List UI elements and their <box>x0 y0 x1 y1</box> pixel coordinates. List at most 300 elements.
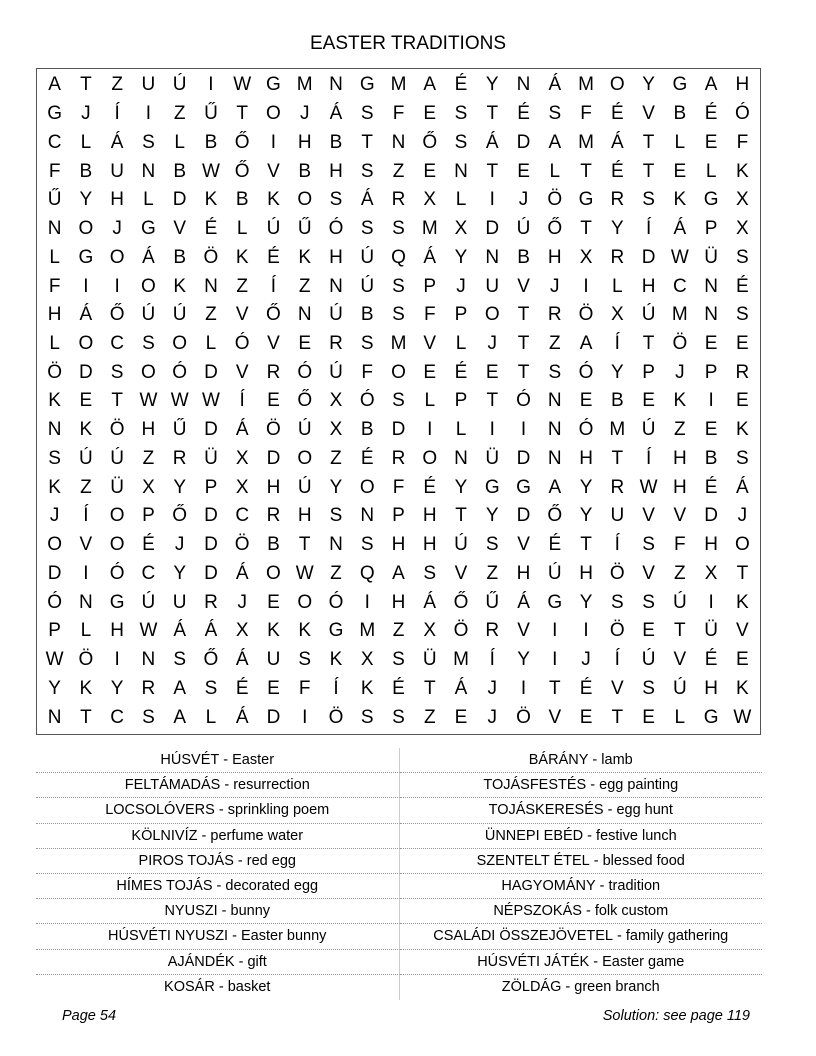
word-entry <box>36 874 400 899</box>
grid-letter: T <box>236 103 248 125</box>
word-separator: - <box>212 878 226 895</box>
grid-letter: Á <box>423 591 437 613</box>
word-entry <box>36 899 400 924</box>
grid-letter: I <box>83 562 89 584</box>
word-hungarian: KOSÁR <box>164 979 215 996</box>
grid-letter: Ú <box>547 562 562 584</box>
grid-letter: O <box>266 103 281 125</box>
grid-letter: Ó <box>109 562 125 584</box>
grid-letter: S <box>485 534 499 556</box>
grid-letter: H <box>391 591 406 613</box>
grid-letter: Í <box>614 649 620 671</box>
grid-letter: T <box>642 333 655 355</box>
grid-letter: Y <box>79 189 93 211</box>
grid-letter: K <box>673 390 687 412</box>
grid-letter: S <box>329 189 343 211</box>
grid-letter: U <box>266 649 281 671</box>
grid-letter: M <box>578 131 594 153</box>
grid-letter: F <box>392 103 405 125</box>
word-english: family gathering <box>625 928 729 945</box>
grid-letter: I <box>114 649 120 671</box>
grid-letter: J <box>675 361 685 383</box>
grid-letter: Y <box>329 476 343 498</box>
grid-letter: Y <box>173 476 186 498</box>
word-list-row <box>36 748 762 773</box>
word-english: Easter bunny <box>240 928 327 945</box>
word-separator: - <box>588 752 602 769</box>
grid-letter: F <box>674 534 686 556</box>
word-english: decorated egg <box>225 878 319 895</box>
grid-letter: M <box>390 74 407 96</box>
grid-letter: Ő <box>109 304 125 326</box>
word-hungarian: SZENTELT ÉTEL <box>476 852 590 869</box>
grid-letter: M <box>390 333 407 355</box>
word-english: egg painting <box>599 777 679 794</box>
grid-letter: P <box>454 390 468 412</box>
word-entry <box>36 773 400 798</box>
grid-letter: E <box>736 390 749 412</box>
grid-letter: K <box>736 591 749 613</box>
grid-letter: I <box>114 275 120 297</box>
word-entry <box>36 950 400 975</box>
grid-letter: J <box>581 649 591 671</box>
grid-letter: C <box>47 131 62 153</box>
grid-letter: Ö <box>453 620 469 642</box>
grid-letter: M <box>421 218 438 240</box>
grid-letter: S <box>360 706 374 728</box>
grid-letter: Á <box>204 620 218 642</box>
grid-letter: Á <box>360 189 374 211</box>
grid-letter: Ú <box>141 591 156 613</box>
grid-letter: É <box>517 103 530 125</box>
grid-letter: X <box>235 447 249 469</box>
grid-letter: S <box>392 275 405 297</box>
grid-letter: Y <box>485 505 499 527</box>
grid-letter: S <box>360 333 374 355</box>
grid-letter: H <box>579 447 593 469</box>
grid-letter: V <box>173 218 186 240</box>
grid-letter: T <box>580 160 592 182</box>
grid-letter: S <box>360 103 374 125</box>
grid-letter: F <box>298 677 311 699</box>
grid-letter: L <box>674 131 686 153</box>
word-hungarian: HÍMES TOJÁS <box>116 878 213 895</box>
grid-letter: H <box>422 534 437 556</box>
grid-letter: N <box>454 160 468 182</box>
grid-letter: N <box>297 304 312 326</box>
grid-letter: Á <box>517 591 530 613</box>
grid-letter: S <box>392 649 405 671</box>
grid-letter: Ú <box>672 591 687 613</box>
grid-letter: R <box>547 304 562 326</box>
grid-letter: Á <box>235 706 249 728</box>
grid-letter: Ő <box>203 649 219 671</box>
grid-letter: Y <box>48 677 61 699</box>
grid-letter: L <box>205 333 217 355</box>
grid-letter: X <box>736 189 749 211</box>
grid-letter: I <box>708 591 714 613</box>
grid-letter: H <box>391 534 406 556</box>
grid-letter: J <box>487 706 498 728</box>
grid-letter: Ó <box>297 361 313 383</box>
puzzle-title: EASTER TRADITIONS <box>309 33 506 54</box>
grid-letter: K <box>48 390 61 412</box>
grid-letter: E <box>704 419 718 441</box>
grid-letter: X <box>579 246 593 268</box>
grid-letter: I <box>520 419 527 441</box>
grid-letter: V <box>673 649 687 671</box>
grid-letter: B <box>267 534 280 556</box>
grid-letter: V <box>517 620 530 642</box>
grid-letter: T <box>674 620 686 642</box>
word-entry <box>36 924 400 949</box>
grid-letter: U <box>485 275 500 297</box>
grid-letter: Á <box>235 419 249 441</box>
grid-letter: D <box>47 562 62 584</box>
grid-letter: R <box>172 447 187 469</box>
grid-letter: O <box>141 275 156 297</box>
grid-letter: X <box>454 218 468 240</box>
word-entry <box>400 849 763 874</box>
grid-letter: Ő <box>547 218 563 240</box>
grid-letter: Y <box>173 562 186 584</box>
grid-letter: Z <box>236 275 248 297</box>
grid-letter: S <box>610 591 624 613</box>
grid-letter: S <box>204 677 218 699</box>
word-hungarian: FELTÁMADÁS <box>124 777 221 794</box>
word-english: resurrection <box>233 777 310 794</box>
grid-letter: I <box>427 419 433 441</box>
grid-letter: G <box>47 103 63 125</box>
grid-letter: T <box>580 534 592 556</box>
grid-letter: Ó <box>516 390 531 412</box>
grid-letter: N <box>485 246 500 268</box>
grid-letter: F <box>48 160 61 182</box>
grid-letter: A <box>579 333 593 355</box>
grid-letter: Á <box>79 304 93 326</box>
grid-letter: O <box>297 189 313 211</box>
grid-letter: C <box>141 562 156 584</box>
grid-letter: Ö <box>578 304 594 326</box>
grid-letter: S <box>642 534 655 556</box>
grid-letter: P <box>454 304 468 326</box>
grid-letter: Ö <box>47 361 63 383</box>
grid-letter: N <box>516 74 531 96</box>
grid-letter: A <box>548 476 562 498</box>
grid-letter: Z <box>674 419 686 441</box>
solution-reference: Solution: see page 119 <box>602 1008 750 1024</box>
word-list <box>36 748 762 1000</box>
grid-letter: B <box>173 160 186 182</box>
word-list-row <box>36 899 762 924</box>
grid-letter: G <box>359 74 375 96</box>
grid-letter: T <box>486 390 499 412</box>
grid-letter: N <box>391 131 406 153</box>
grid-letter: Ű <box>47 189 62 211</box>
grid-letter: Q <box>359 562 375 584</box>
grid-letter: N <box>141 649 156 671</box>
grid-letter: O <box>109 246 125 268</box>
grid-letter: V <box>454 562 468 584</box>
grid-letter: Z <box>392 160 405 182</box>
grid-letter: M <box>671 304 688 326</box>
grid-letter: S <box>142 706 155 728</box>
grid-letter: O <box>609 74 625 96</box>
grid-letter: Z <box>423 706 436 728</box>
grid-letter: D <box>516 447 531 469</box>
grid-letter: L <box>455 333 467 355</box>
grid-letter: R <box>391 189 406 211</box>
word-separator: - <box>233 852 247 869</box>
grid-letter: S <box>173 649 186 671</box>
grid-letter: V <box>736 620 749 642</box>
word-separator: - <box>586 777 600 794</box>
grid-letter: Ú <box>297 476 312 498</box>
grid-letter: Ö <box>266 419 281 441</box>
grid-letter: J <box>112 218 122 240</box>
grid-letter: T <box>80 74 92 96</box>
grid-letter: K <box>360 677 374 699</box>
grid-letter: S <box>392 304 405 326</box>
grid-letter: W <box>45 649 64 671</box>
grid-letter: W <box>201 160 220 182</box>
grid-letter: Z <box>142 447 155 469</box>
word-separator: - <box>603 802 617 819</box>
grid-letter: V <box>642 562 655 584</box>
word-separator: - <box>217 903 231 920</box>
grid-letter: H <box>704 677 718 699</box>
grid-letter: N <box>704 275 718 297</box>
grid-letter: J <box>174 534 185 556</box>
grid-letter: D <box>266 447 281 469</box>
grid-letter: Á <box>485 131 499 153</box>
grid-letter: I <box>489 189 495 211</box>
grid-letter: S <box>360 218 374 240</box>
grid-letter: A <box>704 74 718 96</box>
grid-letter: X <box>610 304 624 326</box>
grid-letter: Ú <box>641 419 656 441</box>
grid-letter: T <box>423 677 436 699</box>
word-english: sprinkling poem <box>227 802 330 819</box>
grid-letter: E <box>423 361 437 383</box>
grid-letter: D <box>204 361 218 383</box>
grid-letter: Ö <box>328 706 344 728</box>
grid-letter: É <box>610 160 624 182</box>
grid-letter: T <box>736 562 749 584</box>
grid-letter: I <box>145 103 152 125</box>
grid-letter: T <box>517 361 530 383</box>
grid-letter: T <box>580 218 592 240</box>
word-hungarian: TOJÁSFESTÉS <box>483 777 587 794</box>
grid-letter: F <box>392 476 405 498</box>
grid-letter: P <box>423 275 437 297</box>
grid-letter: Ö <box>609 620 625 642</box>
grid-letter: A <box>173 706 186 728</box>
word-list-row <box>36 874 762 899</box>
grid-letter: V <box>235 361 249 383</box>
word-hungarian: AJÁNDÉK <box>167 953 235 970</box>
grid-letter: D <box>79 361 93 383</box>
grid-letter: H <box>329 246 343 268</box>
grid-letter: Y <box>579 591 593 613</box>
grid-letter: Ú <box>172 74 187 96</box>
grid-letter: N <box>47 706 62 728</box>
grid-letter: H <box>110 189 125 211</box>
grid-letter: T <box>611 706 624 728</box>
word-hungarian: HÚSVÉT <box>160 752 220 769</box>
grid-letter: X <box>235 620 249 642</box>
word-list-row <box>36 773 762 798</box>
grid-letter: L <box>49 246 60 268</box>
grid-letter: H <box>422 505 437 527</box>
grid-letter: K <box>736 160 749 182</box>
grid-letter: C <box>110 706 125 728</box>
grid-letter: Ó <box>578 361 594 383</box>
grid-letter: Ü <box>704 246 718 268</box>
grid-letter: G <box>547 591 563 613</box>
grid-letter: Z <box>80 476 92 498</box>
grid-letter: B <box>673 103 687 125</box>
grid-letter: F <box>48 275 61 297</box>
grid-letter: R <box>610 246 625 268</box>
word-separator: - <box>589 953 603 970</box>
grid-letter: F <box>736 131 749 153</box>
grid-letter: Ő <box>422 131 438 153</box>
grid-letter: Á <box>329 103 343 125</box>
grid-letter: Ü <box>485 447 500 469</box>
grid-letter: Í <box>645 218 652 240</box>
grid-letter: É <box>454 74 468 96</box>
grid-letter: J <box>487 333 498 355</box>
grid-letter: S <box>392 218 405 240</box>
grid-letter: E <box>423 103 437 125</box>
grid-letter: M <box>609 419 626 441</box>
word-hungarian: CSALÁDI ÖSSZEJÖVETEL <box>433 928 613 945</box>
grid-letter: P <box>142 505 155 527</box>
grid-letter: B <box>360 304 374 326</box>
grid-letter: E <box>579 706 593 728</box>
word-separator: - <box>561 979 575 996</box>
word-entry <box>400 773 763 798</box>
grid-letter: J <box>81 103 91 125</box>
grid-letter: S <box>642 591 655 613</box>
word-english: gift <box>247 953 267 970</box>
grid-letter: I <box>552 620 558 642</box>
word-english: tradition <box>608 878 661 895</box>
grid-letter: Z <box>486 562 499 584</box>
grid-letter: É <box>360 447 374 469</box>
grid-letter: L <box>80 620 92 642</box>
grid-letter: I <box>708 390 714 412</box>
grid-letter: Á <box>736 476 749 498</box>
grid-letter: R <box>610 476 625 498</box>
grid-letter: N <box>704 304 718 326</box>
word-separator: - <box>197 827 211 844</box>
grid-letter: D <box>485 218 500 240</box>
word-english: red egg <box>246 852 296 869</box>
grid-letter: W <box>139 620 158 642</box>
grid-letter: L <box>455 419 467 441</box>
grid-letter: G <box>109 591 125 613</box>
grid-letter: V <box>517 534 530 556</box>
grid-letter: K <box>329 649 343 671</box>
word-hungarian: HAGYOMÁNY <box>501 878 596 895</box>
grid-letter: L <box>674 706 686 728</box>
grid-letter: G <box>578 189 594 211</box>
grid-letter: E <box>423 160 437 182</box>
grid-letter: B <box>704 447 718 469</box>
grid-letter: Ö <box>203 246 219 268</box>
grid-letter: R <box>735 361 750 383</box>
grid-letter: G <box>703 706 719 728</box>
grid-letter: I <box>302 706 308 728</box>
grid-letter: S <box>423 562 437 584</box>
grid-letter: H <box>672 447 687 469</box>
grid-letter: Ú <box>360 246 375 268</box>
grid-letter: O <box>172 333 188 355</box>
grid-letter: Y <box>454 476 468 498</box>
grid-letter: Í <box>239 390 245 412</box>
grid-letter: T <box>548 677 561 699</box>
grid-letter: Ó <box>172 361 188 383</box>
grid-letter: É <box>736 275 749 297</box>
grid-letter: Z <box>205 304 217 326</box>
grid-letter: Ü <box>110 476 125 498</box>
grid-letter: J <box>456 275 466 297</box>
word-hungarian: LOCSOLÓVERS <box>105 802 215 819</box>
grid-letter: Á <box>423 246 437 268</box>
grid-letter: P <box>48 620 61 642</box>
grid-letter: L <box>612 275 623 297</box>
grid-letter: Y <box>110 677 124 699</box>
word-hungarian: NÉPSZOKÁS <box>493 903 582 920</box>
grid-letter: Ú <box>454 534 468 556</box>
grid-letter: J <box>299 103 310 125</box>
word-entry <box>400 874 763 899</box>
grid-letter: R <box>610 189 625 211</box>
grid-letter: Á <box>235 649 249 671</box>
grid-letter: D <box>641 246 656 268</box>
grid-letter: Ű <box>485 591 500 613</box>
grid-letter: S <box>548 361 562 383</box>
word-english: egg hunt <box>616 802 673 819</box>
grid-letter: X <box>360 649 374 671</box>
grid-letter: T <box>517 333 530 355</box>
grid-letter: H <box>547 246 562 268</box>
grid-letter: O <box>422 447 438 469</box>
grid-letter: F <box>423 304 436 326</box>
grid-letter: D <box>391 419 406 441</box>
grid-letter: N <box>547 447 562 469</box>
grid-letter: L <box>80 131 92 153</box>
grid-letter: Ő <box>453 591 469 613</box>
grid-letter: F <box>361 361 374 383</box>
word-separator: - <box>589 852 603 869</box>
grid-letter: K <box>173 275 186 297</box>
grid-letter: Y <box>485 74 499 96</box>
word-separator: - <box>228 928 241 945</box>
grid-letter: U <box>141 74 156 96</box>
grid-letter: I <box>520 677 527 699</box>
grid-letter: Z <box>330 562 342 584</box>
grid-letter: Á <box>110 131 124 153</box>
word-entry <box>400 798 763 823</box>
grid-letter: Z <box>330 447 342 469</box>
grid-letter: D <box>204 419 218 441</box>
grid-letter: N <box>547 390 562 412</box>
grid-letter: T <box>642 131 655 153</box>
grid-letter: S <box>329 505 343 527</box>
